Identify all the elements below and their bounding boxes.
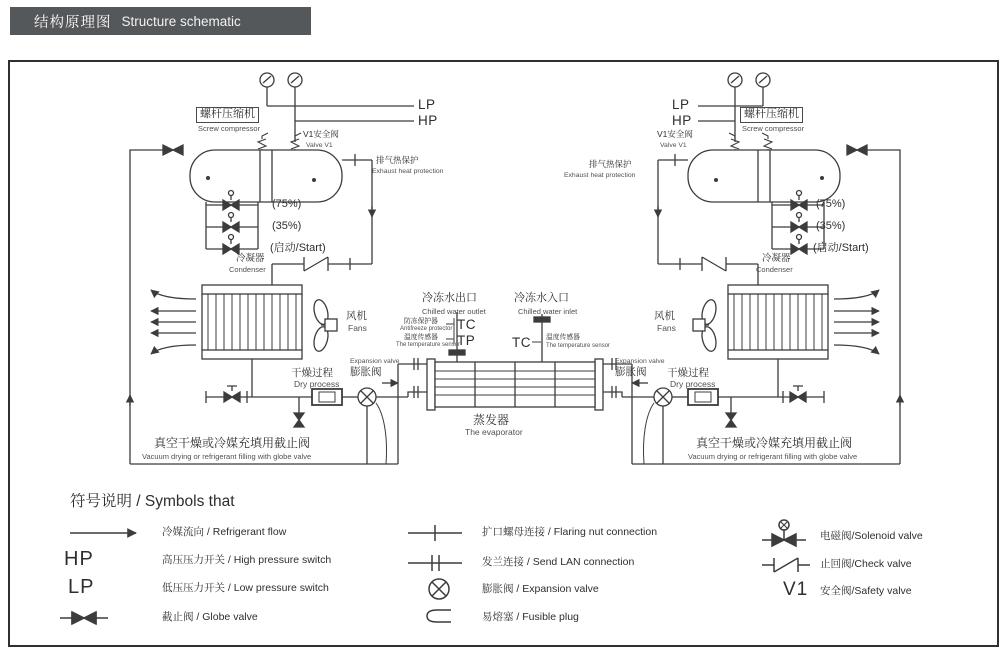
right-hp-label: HP (672, 113, 692, 128)
right-service-note-en: Vacuum drying or refrigerant filling with globe valve (688, 452, 858, 461)
left-hp-label: HP (418, 113, 438, 128)
chilled-water-outlet-label-zh: 冷冻水出口 (422, 292, 477, 304)
right-valve-v1-label-zh: V1安全阀 (657, 129, 693, 139)
temp-sensor-left-label-en: The temperature sensor (396, 342, 461, 348)
right-service-note-zh: 真空干燥或冷媒充填用截止阀 (696, 436, 853, 450)
right-expansion-label-en: Expansion valve (615, 358, 665, 365)
left-cap-35-label: (35%) (272, 220, 302, 232)
left-exhaust-label-en: Exhaust heat protection (372, 168, 444, 175)
left-service-note-zh: 真空干燥或冷媒充填用截止阀 (154, 436, 311, 450)
legend-fusible-label: 易熔塞 / Fusible plug (482, 611, 579, 623)
antifreeze-protector-label-zh: 防冻保护器 (404, 318, 438, 325)
legend-safety-label: 安全阀/Safety valve (820, 585, 912, 597)
left-condenser-label-en: Condenser (229, 265, 266, 274)
legend-hp-symbol: HP (64, 548, 94, 570)
right-expansion-label-zh: 膨胀阀 (615, 366, 647, 378)
chilled-water-outlet-label-en: Chilled water outlet (422, 307, 486, 316)
legend-title: 符号说明 / Symbols that (70, 493, 235, 510)
right-fans-label-zh: 风机 (654, 310, 675, 322)
left-valve-v1-label-en: Valve V1 (306, 142, 333, 149)
left-expansion-label-en: Expansion valve (350, 358, 400, 365)
right-lp-label: LP (672, 97, 690, 112)
right-dry-process-label-en: Dry process (670, 379, 716, 389)
left-lp-label: LP (418, 97, 436, 112)
left-valve-v1-label-zh: V1安全阀 (303, 129, 339, 139)
page-title-en: Structure schematic (121, 13, 241, 29)
right-compressor-label-zh: 螺杆压缩机 (740, 107, 803, 123)
legend-check-label: 止回阀/Check valve (820, 558, 912, 570)
tp-left-label: TP (457, 333, 476, 348)
legend-hp-label: 高压压力开关 / High pressure switch (162, 554, 332, 566)
left-service-note-en: Vacuum drying or refrigerant filling with globe valve (142, 452, 312, 461)
evaporator-piping (427, 312, 603, 410)
legend-expansion-label: 膨胀阀 / Expansion valve (482, 583, 599, 595)
left-fans-label-zh: 风机 (346, 310, 367, 322)
right-condenser-label-zh: 冷凝器 (762, 253, 791, 264)
left-exhaust-label-zh: 排气热保护 (376, 155, 419, 165)
evaporator-label-zh: 蒸发器 (473, 413, 510, 427)
left-unit-piping (130, 73, 427, 464)
left-cap-75-label: (75%) (272, 198, 302, 210)
right-compressor-label-en: Screw compressor (742, 124, 805, 133)
right-fans-label-en: Fans (657, 323, 676, 333)
chilled-water-inlet-label-en: Chilled water inlet (518, 307, 578, 316)
page-title-zh: 结构原理图 (34, 14, 112, 31)
right-exhaust-label-en: Exhaust heat protection (564, 172, 636, 179)
left-cap-start-label: (启动/Start) (270, 242, 326, 254)
left-fans-label-en: Fans (348, 323, 367, 333)
antifreeze-protector-label-en: Antifreeze protector (400, 326, 453, 332)
right-cap-start-label: (启动/Start) (813, 242, 869, 254)
temp-sensor-left-label-zh: 温度传感器 (404, 334, 438, 341)
legend-v1-symbol: V1 (783, 579, 809, 600)
legend-globe-label: 截止阀 / Globe valve (162, 611, 258, 623)
right-cap-75-label: (75%) (816, 198, 846, 210)
right-cap-35-label: (35%) (816, 220, 846, 232)
chilled-water-inlet-label-zh: 冷冻水入口 (514, 292, 569, 304)
left-dry-process-label-en: Dry process (294, 379, 340, 389)
structure-schematic-panel (8, 60, 999, 647)
page-title-bar (10, 7, 311, 35)
right-valve-v1-label-en: Valve V1 (660, 142, 687, 149)
legend-lp-symbol: LP (68, 576, 95, 598)
right-dry-process-label-zh: 干燥过程 (667, 367, 709, 379)
left-condenser-label-zh: 冷凝器 (236, 253, 265, 264)
left-compressor-label-en: Screw compressor (198, 124, 261, 133)
left-compressor-label-zh: 螺杆压缩机 (196, 107, 259, 123)
legend-solenoid-label: 电磁阀/Solenoid valve (820, 530, 923, 542)
right-condenser-label-en: Condenser (756, 265, 793, 274)
legend-flow-label: 冷媒流向 / Refrigerant flow (162, 526, 287, 538)
left-dry-process-label-zh: 干燥过程 (291, 367, 333, 379)
temp-sensor-right-label-zh: 温度传感器 (546, 334, 580, 341)
right-exhaust-label-zh: 排气热保护 (589, 159, 632, 169)
tc-right-label: TC (512, 335, 531, 350)
temp-sensor-right-label-en: The temperature sensor (546, 343, 611, 349)
left-expansion-label-zh: 膨胀阀 (350, 366, 382, 378)
evaporator-label-en: The evaporator (465, 427, 523, 437)
legend-flaring-label: 扩口螺母连接 / Flaring nut connection (482, 526, 658, 538)
schematic-svg (10, 62, 993, 641)
legend-flange-label: 发兰连接 / Send LAN connection (482, 556, 635, 568)
tc-left-label: TC (457, 317, 476, 332)
legend-lp-label: 低压压力开关 / Low pressure switch (162, 582, 329, 594)
